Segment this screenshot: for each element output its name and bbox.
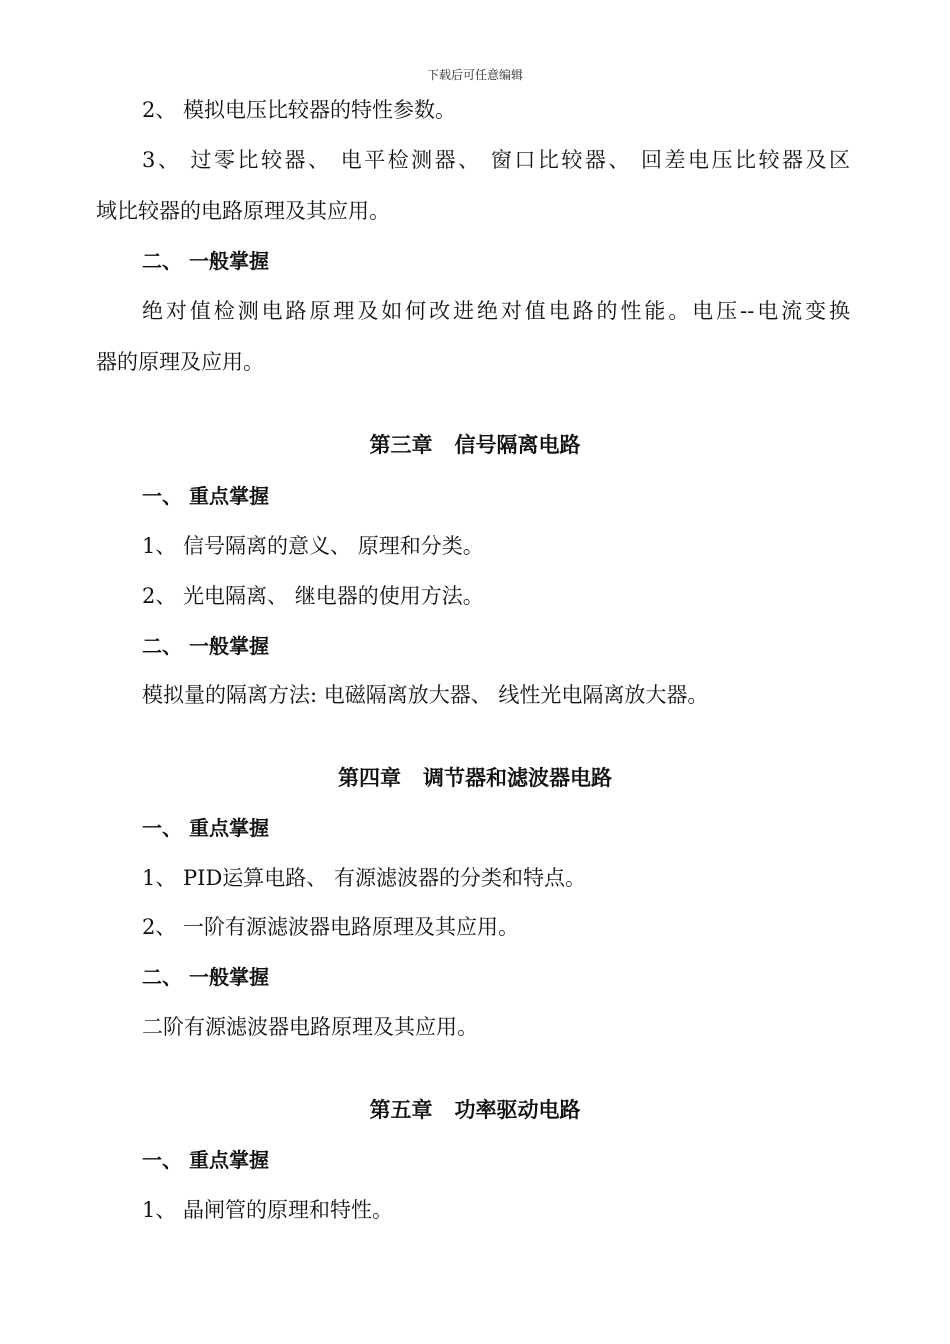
paragraph-general: 二阶有源滤波器电路原理及其应用。 [142,1015,478,1039]
section-heading-general: 二、 一般掌握 [142,634,269,658]
chapter-title-4: 第四章 调节器和滤波器电路 [338,766,612,790]
list-item-3-continued: 域比较器的电路原理及其应用。 [96,199,390,223]
list-item: 1、 信号隔离的意义、 原理和分类。 [142,534,484,558]
section-heading-general: 二、 一般掌握 [142,965,269,989]
list-item: 1、 晶闸管的原理和特性。 [142,1198,394,1222]
list-item: 1、 PID运算电路、 有源滤波器的分类和特点。 [142,866,586,890]
section-heading-general: 二、 一般掌握 [142,249,269,273]
section-heading-key: 一、 重点掌握 [142,484,269,508]
list-item-3: 3、 过零比较器、 电平检测器、 窗口比较器、 回差电压比较器及区 [142,148,850,172]
section-heading-key: 一、 重点掌握 [142,1148,269,1172]
chapter-title-5: 第五章 功率驱动电路 [369,1098,581,1122]
paragraph-general: 模拟量的隔离方法: 电磁隔离放大器、 线性光电隔离放大器。 [142,683,709,707]
list-item-2: 2、 模拟电压比较器的特性参数。 [142,98,457,122]
list-item: 2、 一阶有源滤波器电路原理及其应用。 [142,915,520,939]
chapter-title-3: 第三章 信号隔离电路 [369,433,581,457]
paragraph-general-continued: 器的原理及应用。 [96,350,264,374]
paragraph-general: 绝对值检测电路原理及如何改进绝对值电路的性能。电压--电流变换 [142,299,850,323]
page-header-note: 下载后可任意编辑 [426,68,523,82]
list-item: 2、 光电隔离、 继电器的使用方法。 [142,584,484,608]
section-heading-key: 一、 重点掌握 [142,816,269,840]
